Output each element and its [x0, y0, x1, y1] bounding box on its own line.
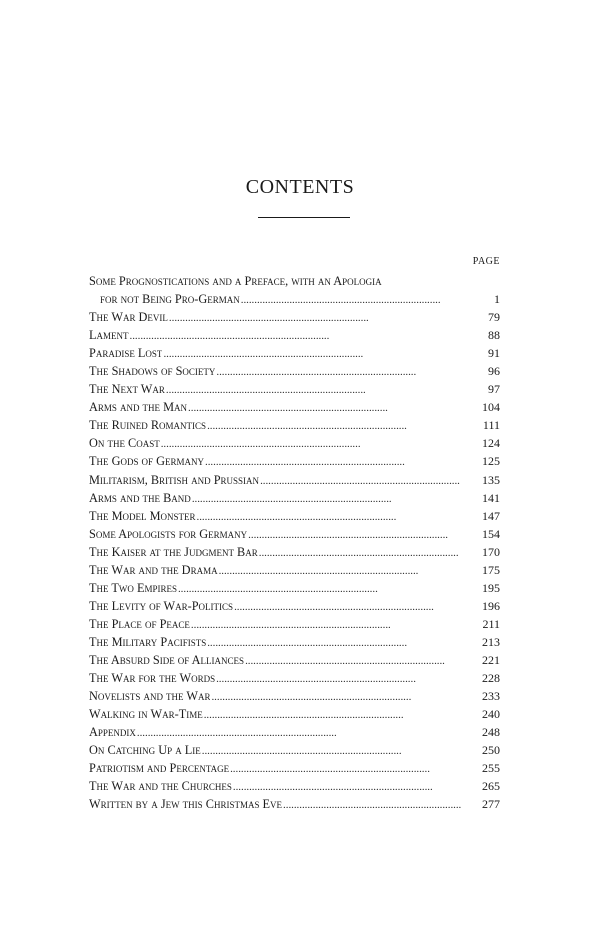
toc-entry-page: 91	[488, 346, 500, 361]
toc-entry	[89, 759, 500, 777]
dot-leader	[259, 544, 462, 562]
toc-entry-title: Written by a Jew this Christmas Eve	[89, 797, 283, 812]
toc-entry	[89, 723, 500, 741]
toc-entry	[89, 651, 500, 669]
toc-entry-page: 213	[482, 634, 500, 649]
title-rule	[258, 217, 350, 218]
toc-entry-page: 265	[482, 779, 500, 794]
toc-entry	[89, 362, 500, 380]
dot-leader	[245, 652, 462, 670]
toc-entry-page: 88	[488, 328, 500, 343]
dot-leader	[166, 381, 462, 399]
dot-leader	[137, 724, 462, 742]
toc-entry-title: The Shadows of Society	[89, 364, 216, 379]
toc-entry-title: The War and the Churches	[89, 779, 232, 794]
toc-entry	[89, 434, 500, 452]
dot-leader	[163, 345, 462, 363]
toc-entry-title: The Two Empires	[89, 580, 177, 595]
toc-entry-page: 97	[488, 382, 500, 397]
dot-leader	[260, 472, 462, 490]
toc-entry-title: for not Being Pro-German	[100, 292, 240, 307]
toc-entry	[89, 687, 500, 705]
dot-leader	[230, 760, 462, 778]
toc-entry-title: The War for the Words	[89, 671, 216, 686]
toc-entry-page: 170	[482, 544, 500, 559]
dot-leader	[207, 417, 462, 435]
toc-entry-title: Walking in War-Time	[89, 707, 203, 722]
dot-leader	[233, 778, 462, 796]
toc-entry-title: Appendix	[89, 725, 136, 740]
toc-entry-page: 250	[482, 743, 500, 758]
toc-entry-title: On Catching Up a Lie	[89, 743, 201, 758]
toc-entry-title: Lament	[89, 328, 129, 343]
toc-entry-title: The Kaiser at the Judgment Bar	[89, 544, 258, 559]
toc-entry	[89, 308, 500, 326]
toc-entry-page: 248	[482, 725, 500, 740]
toc-entry-title: The Place of Peace	[89, 616, 190, 631]
toc-entry-title: Patriotism and Percentage	[89, 761, 230, 776]
toc-entry-page: 147	[482, 508, 500, 523]
toc-entry-title: The War Devil	[89, 310, 168, 325]
toc-entry	[89, 416, 500, 434]
toc-entry-page: 154	[482, 526, 500, 541]
toc-entry-title: The Gods of Germany	[89, 454, 205, 469]
toc-entry-page: 124	[482, 436, 500, 451]
toc-entry	[89, 597, 500, 615]
toc-entry-page: 233	[482, 689, 500, 704]
toc-entry	[89, 669, 500, 687]
page-column-header: PAGE	[472, 256, 500, 267]
toc-entry	[89, 344, 500, 362]
toc-entry-page: 196	[482, 598, 500, 613]
toc-entry-title: The Military Pacifists	[89, 634, 207, 649]
toc-entry-title: Some Apologists for Germany	[89, 526, 248, 541]
dot-leader	[192, 490, 462, 508]
toc-entry	[89, 543, 500, 561]
toc-entry-title: The Ruined Romantics	[89, 418, 207, 433]
toc-entry-title: Paradise Lost	[89, 346, 163, 361]
toc-entry-title: The Levity of War-Politics	[89, 598, 234, 613]
toc-entry-title: The Next War	[89, 382, 165, 397]
dot-leader	[188, 399, 462, 417]
toc-entry	[89, 489, 500, 507]
dot-leader	[234, 598, 462, 616]
page-title: CONTENTS	[245, 176, 355, 198]
toc-entry	[89, 633, 500, 651]
dot-leader	[169, 309, 462, 327]
toc-entry-page: 228	[482, 671, 500, 686]
toc-entry	[89, 507, 500, 525]
dot-leader	[219, 562, 462, 580]
toc-entry-page: 141	[482, 490, 500, 505]
dot-leader	[248, 526, 462, 544]
toc-entry-title: The War and the Drama	[89, 562, 218, 577]
toc-entry	[89, 326, 500, 344]
toc-entry	[89, 579, 500, 597]
dot-leader	[191, 616, 462, 634]
toc-entry-page: 240	[482, 707, 500, 722]
toc-entry-title: Novelists and the War	[89, 689, 211, 704]
toc-entry-page: 221	[482, 652, 500, 667]
toc-entry	[89, 452, 500, 470]
toc-entry-page: 175	[482, 562, 500, 577]
dot-leader	[241, 291, 462, 309]
toc-entry-page: 79	[488, 310, 500, 325]
dot-leader	[216, 670, 462, 688]
table-of-contents	[89, 272, 500, 813]
toc-entry-title: On the Coast	[89, 436, 160, 451]
toc-entry	[89, 380, 500, 398]
toc-entry	[89, 777, 500, 795]
dot-leader	[205, 453, 462, 471]
toc-entry	[89, 525, 500, 543]
dot-leader	[197, 508, 462, 526]
toc-entry-title: Arms and the Man	[89, 400, 188, 415]
dot-leader	[130, 327, 462, 345]
toc-entry-page: 195	[482, 580, 500, 595]
toc-entry-page: 255	[482, 761, 500, 776]
toc-entry-page: 211	[482, 616, 500, 631]
dot-leader	[178, 580, 462, 598]
toc-entry	[89, 272, 500, 290]
toc-entry	[89, 795, 500, 813]
dot-leader	[204, 706, 462, 724]
toc-entry-title: Arms and the Band	[89, 490, 191, 505]
toc-entry	[89, 561, 500, 579]
toc-entry-title: The Absurd Side of Alliances	[89, 652, 245, 667]
toc-entry	[89, 398, 500, 416]
dot-leader	[207, 634, 462, 652]
toc-entry-page: 104	[482, 400, 500, 415]
toc-entry	[89, 471, 500, 489]
toc-entry-page: 1	[494, 292, 500, 307]
toc-entry-title: The Model Monster	[89, 508, 196, 523]
toc-entry-page: 125	[482, 454, 500, 469]
dot-leader	[202, 742, 462, 760]
dot-leader	[216, 363, 462, 381]
toc-entry-title: Militarism, British and Prussian	[89, 472, 260, 487]
toc-entry-title: Some Prognostications and a Preface, with an Apologia	[89, 274, 382, 288]
toc-entry-page: 96	[488, 364, 500, 379]
toc-entry-page: 277	[482, 797, 500, 812]
toc-entry	[89, 290, 500, 308]
toc-entry	[89, 705, 500, 723]
dot-leader	[161, 435, 462, 453]
dot-leader	[283, 796, 462, 814]
toc-entry	[89, 615, 500, 633]
toc-entry-page: 135	[482, 472, 500, 487]
dot-leader	[211, 688, 462, 706]
toc-entry	[89, 741, 500, 759]
toc-entry-page: 111	[482, 418, 500, 433]
